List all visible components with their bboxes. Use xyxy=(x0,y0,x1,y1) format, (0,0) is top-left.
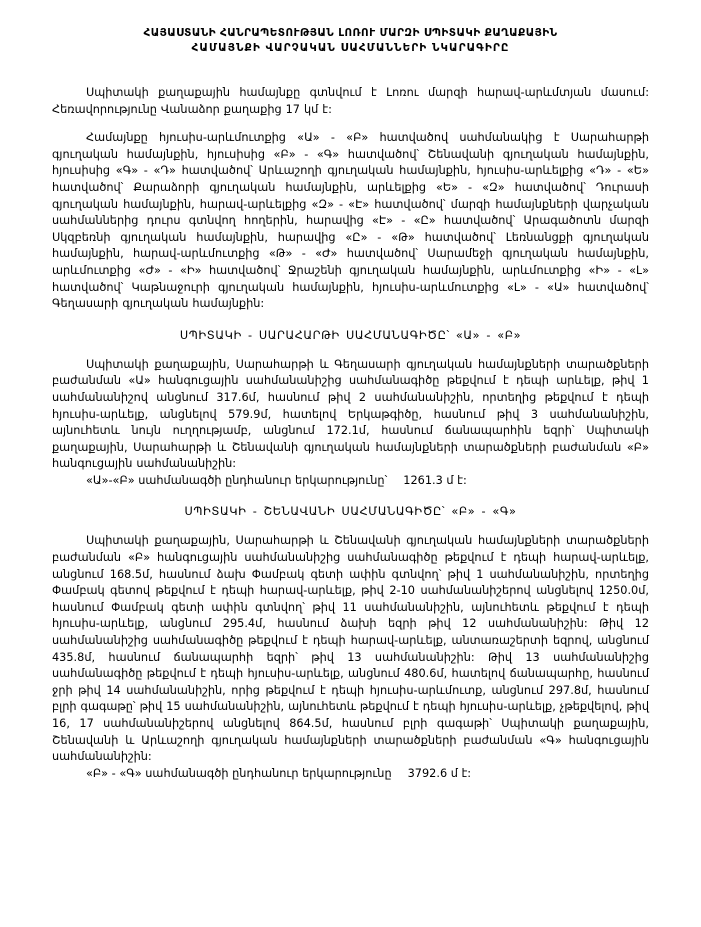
section-paragraph-a-b: Սպիտակի քաղաքային, Սարահարթի և Գեղասարի գյուղական համայնքների տարածքների բաժանման «Ա» հանգուցային սահմանանիշից սահմանագիծը թեքվում է դեպի արևելք, թիվ 1 սահմանանիշով անցնում 317.6մ, հասնում թիվ 2 սահմանանիշին, որտեղից թեքվում է դեպի հյուսիս-արևելք, անցնելով 579.9մ, հատելով Երկաթգիծը, հասնում թիվ 3 սահմանանիշին, այնուհետև նույն ուղղությամբ, անցնում 172.1մ, հասնում ճանապարհին եզրի՝ Սպիտակի քաղաքային, Սարահարթի և Շենավանի գյուղական համայնքների տարածքների բաժանման «Բ» հանգուցային սահմանանիշին: xyxy=(52,357,649,471)
section-paragraph-b-g: Սպիտակի քաղաքային, Սարահարթի և Շենավանի գյուղական համայնքների տարածքների բաժանման «Բ» հանգուցային սահմանանիշից սահմանագիծը թեքվում է դեպի հարավ-արևելք, անցնում 168.5մ, հասնում ձախ Փամբակ գետի ափին գտնվող՝ թիվ 1 սահմանանիշին, որտեղից Փամբակ գետով թեքվում է դեպի հարավ-արևելք, թիվ 2-10 սահմանանիշերով անցնելով 1250.0մ, հասնում Փամբակ գետի ափին գտնվող՝ թիվ 11 սահմանանիշին, այնուհետև թեքվում է դեպի հյուսիս-արևելք, անցնում 295.4մ, հասնում ձախի եզրի թիվ 12 սահմանանիշին: Թիվ 12 սահմանանիշից սահմանագիծը թեքվում է դեպի հարավ-արևելք, անտառաշերտի եզրով, անցնում 435.8մ, հասնում ճանապարհի եզրի՝ թիվ 13 սահմանանիշին: Թիվ 13 սահմանանիշից սահմանագիծը թեքվում է դեպի հյուսիս-արևելք, անցնում 480.6մ, հատելով ճանապարհը, հասնում ջրի թիվ 14 սահմանանիշին, որից թեքվում է դեպի հյուսիս-արևմուտք, անցնում 297.8մ, հասնում բլրի գագաթը՝ թիվ 15 սահմանանիշին, այնուհետև թեքվում է դեպի հյուսիս-արևելք, չթեքվելով, թիվ 16, 17 սահմանանիշերով անցնելով 864.5մ, հասնում բլրի գագաթի՝ Սպիտակի քաղաքային, Շենավանի և Արևաշողի գյուղական համայնքների տարածքների բաժանման «Գ» հանգուցային սահմանանիշին: xyxy=(52,534,649,764)
intro-paragraph: Սպիտակի քաղաքային համայնքը գտնվում է Լոռու մարզի հարավ-արևմտյան մասում: Հեռավորությունը Վանաձոր քաղաքից 17 կմ է: xyxy=(52,86,649,116)
section-total-a-b xyxy=(52,473,649,490)
section-heading-b-g: ՍՊԻՏԱԿԻ - ՇԵՆԱՎԱՆԻ ՍԱՀՄԱՆԱԳԻԾԸ՝ «Բ» - «Գ» xyxy=(184,505,517,519)
total-label-a-b: «Ա»-«Բ» սահմանագծի ընդհանուր երկարությունը՝ xyxy=(86,473,388,487)
total-value-a-b: 1261.3 մ է: xyxy=(403,473,467,487)
total-label-b-g: «Բ» - «Գ» սահմանագծի ընդհանուր երկարությունը xyxy=(86,766,392,780)
title-line-2: ՀԱՄԱՅՆՔԻ ՎԱՐՉԱԿԱՆ ՍԱՀՄԱՆՆԵՐԻ ՆԿԱՐԱԳԻՐԸ xyxy=(191,41,510,54)
overview-paragraph: Համայնքը հյուսիս-արևմուտքից «Ա» - «Բ» հատվածով սահմանակից է Սարահարթի գյուղական համայնքին, հյուսիսից «Բ» - «Գ» հատվածով՝ Շենավանի գյուղական համայնքին, հյուսիսից «Գ» - «Դ» հատվածով՝ Արևաշողի գյուղական համայնքին, հյուսիս-արևելքից «Դ» - «Ե» հատվածով՝ Քարաձորի գյուղական համայնքին, արևելքից «Ե» - «Զ» հատվածով՝ Դուրասի գյուղական համայնքին, հարավ-արևելքից «Զ» - «Է» հատվածով՝ մարզի համայնքների վարչական սահմաններից դուրս գտնվող հողերին, հարավից «Է» - «Ը» հատվածով՝ Արագածոտն մարզի Սկզբեռնի գյուղական համայնքին, հարավից «Ը» - «Թ» հատվածով՝ Լեռնանցքի գյուղական համայնքին, հարավ-արևմուտքից «Թ» - «Ժ» հատվածով՝ Սարամեջի գյուղական համայնքին, արևմուտքից «Ժ» - «Ի» հատվածով՝ Ջրաշենի գյուղական համայնքին, արևմուտքից «Ի» - «Լ» հատվածով՝ Կաթնաջուրի գյուղական համայնքին, հյուսիս-արևմուտքից «Լ» - «Ա» հատվածով՝ Գեղասարի գյուղական համայնքին: xyxy=(52,131,649,311)
document-title xyxy=(52,26,649,55)
total-value-b-g: 3792.6 մ է: xyxy=(407,766,472,780)
section-heading-a-b: ՍՊԻՏԱԿԻ - ՍԱՐԱՀԱՐԹԻ ՍԱՀՄԱՆԱԳԻԾԸ՝ «Ա» - «Բ» xyxy=(179,328,522,342)
section-total-b-g xyxy=(52,766,649,783)
title-line-1: ՀԱՅԱՍՏԱՆԻ ՀԱՆՐԱՊԵՏՈՒԹՅԱՆ ԼՈՌՈՒ ՄԱՐԶԻ ՍՊԻՏԱԿԻ ՔԱՂԱՔԱՅԻՆ xyxy=(143,27,558,39)
